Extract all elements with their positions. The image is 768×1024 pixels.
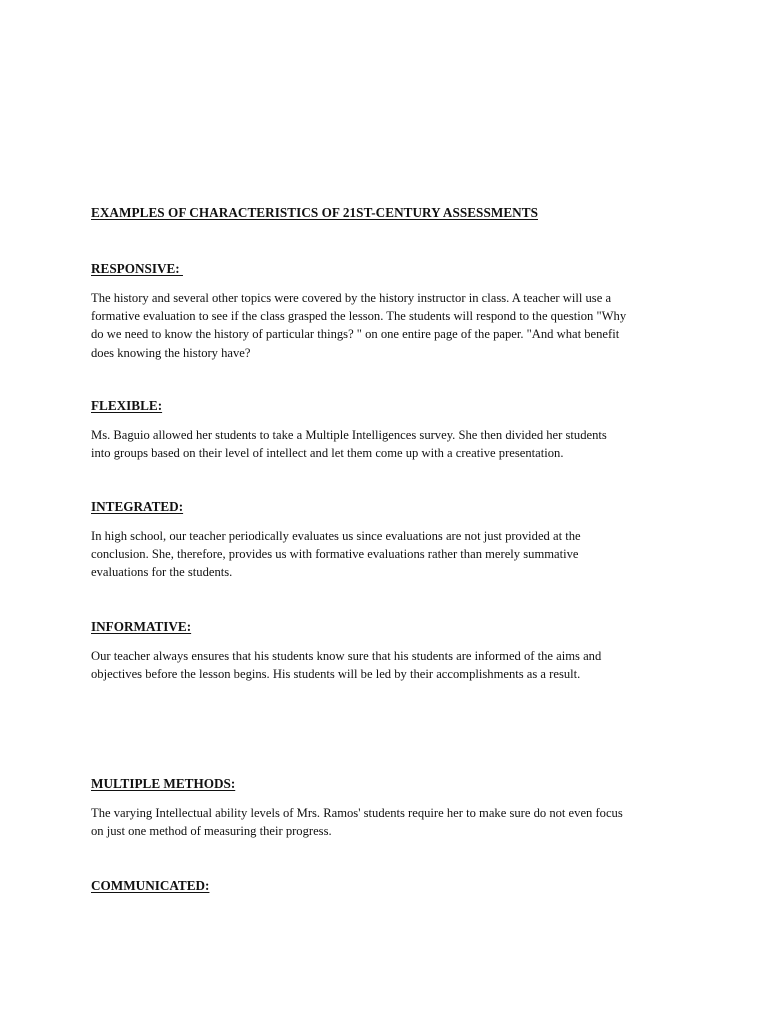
paragraph-integrated [91,527,691,582]
paragraph-line: objectives before the lesson begins. His students will be led by their accomplishments as a result. [91,667,581,682]
heading-integrated: INTEGRATED: [91,499,184,514]
heading-flexible: FLEXIBLE: [91,398,163,413]
paragraph-multiple-methods [91,804,691,840]
heading-communicated: COMMUNICATED: [91,878,210,893]
paragraph-line: conclusion. She, therefore, provides us with formative evaluations rather than merely summative [91,547,579,562]
heading-multiple-methods: MULTIPLE METHODS: [91,776,236,791]
paragraph-informative [91,647,691,683]
paragraph-line: into groups based on their level of intellect and let them come up with a creative presentation. [91,446,564,461]
paragraph-line: do we need to know the history of particular things? " on one entire page of the paper. "And what benefit [91,327,620,342]
paragraph-line: Ms. Baguio allowed her students to take a Multiple Intelligences survey. She then divided her students [91,428,607,442]
paragraph-line: Our teacher always ensures that his students know sure that his students are informed of the aims and [91,649,602,663]
paragraph-line: The varying Intellectual ability levels of Mrs. Ramos' students require her to make sure do not even focus [91,806,623,820]
paragraph-flexible [91,426,691,462]
paragraph-line: evaluations for the students. [91,565,233,580]
paragraph-line: on just one method of measuring their progress. [91,824,332,839]
paragraph-line: In high school, our teacher periodically evaluates us since evaluations are not just provided at the [91,529,581,543]
paragraph-line: The history and several other topics were covered by the history instructor in class. A teacher will use a [91,291,612,305]
paragraph-line: formative evaluation to see if the class grasped the lesson. The students will respond to the question "Why [91,309,627,324]
heading-informative: INFORMATIVE: [91,619,192,634]
heading-responsive: RESPONSIVE: [91,261,183,276]
paragraph-responsive [91,289,691,362]
document-title: EXAMPLES OF CHARACTERISTICS OF 21ST-CENTURY ASSESSMENTS [91,205,538,220]
paragraph-line: does knowing the history have? [91,345,251,360]
